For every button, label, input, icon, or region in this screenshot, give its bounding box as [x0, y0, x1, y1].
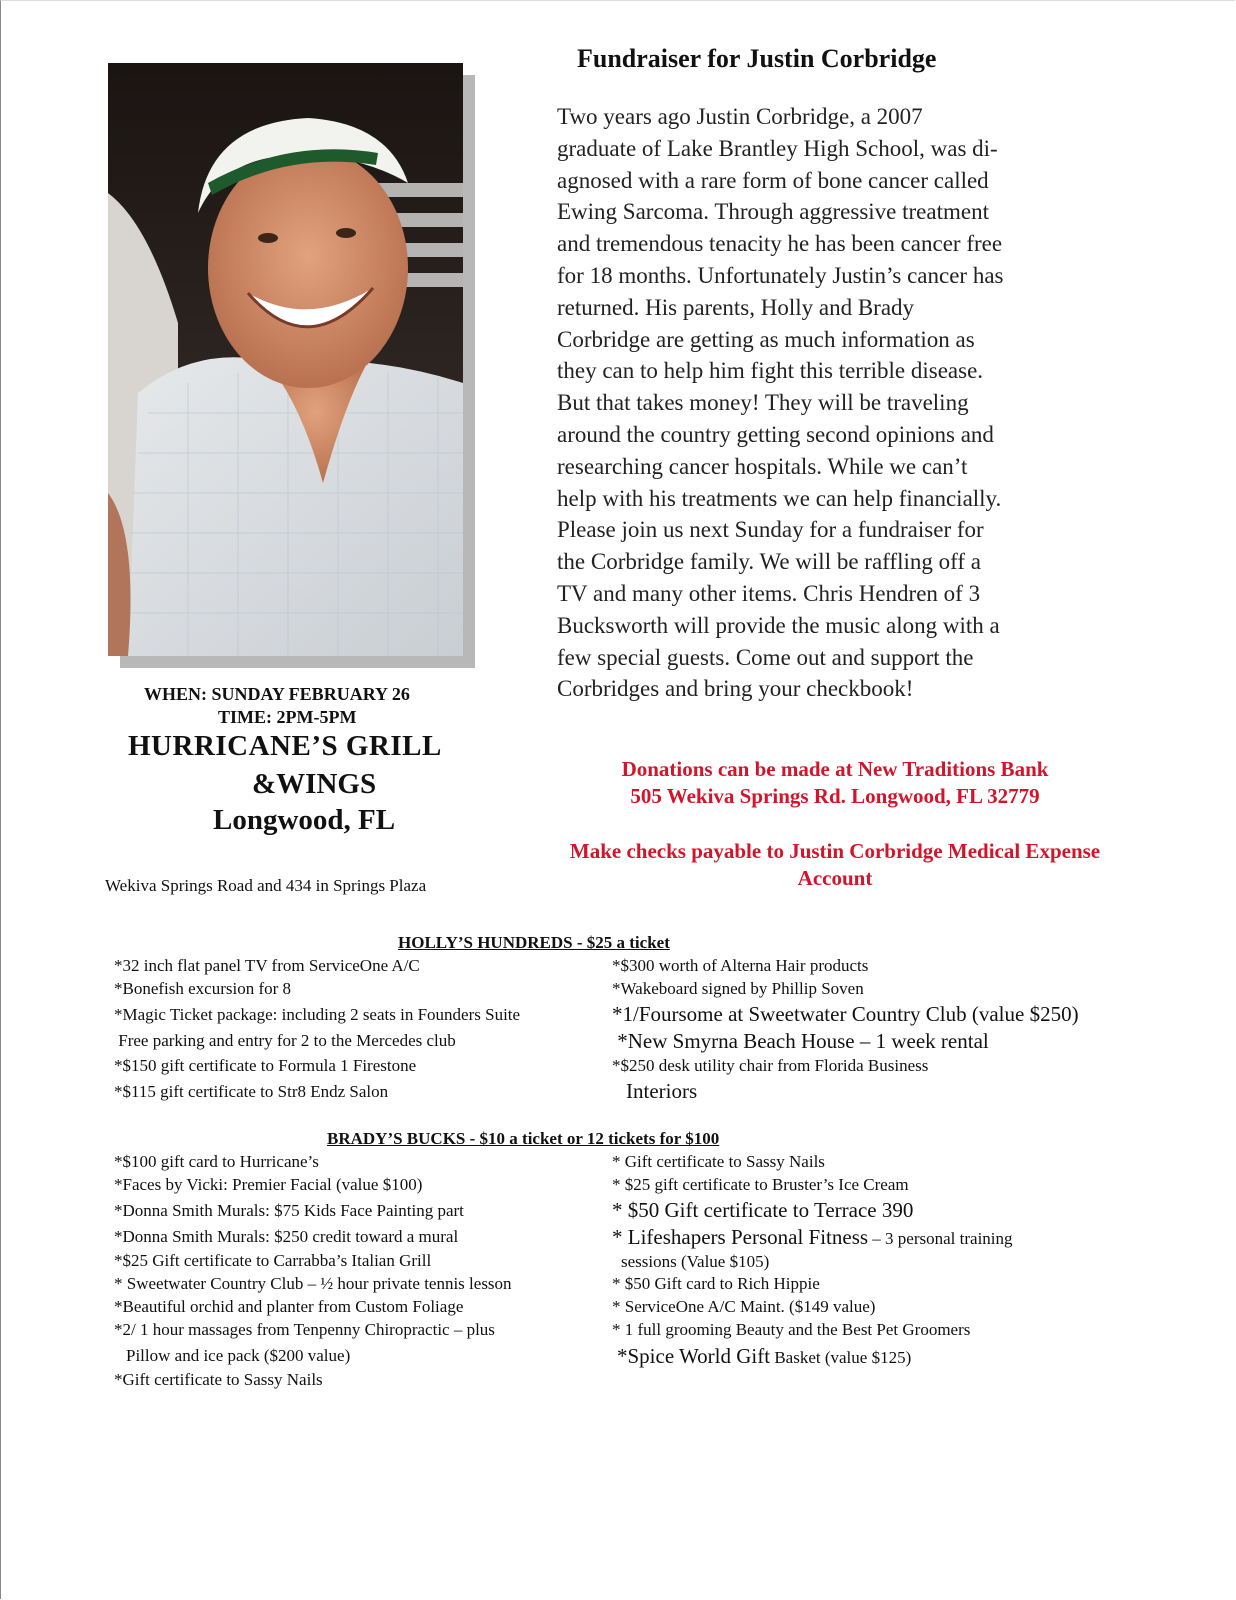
checks-payable-line: Make checks payable to Justin Corbridge Medical Expense [569, 839, 1101, 863]
donation-info [540, 756, 1130, 810]
raffle-item: Pillow and ice pack ($200 value) [126, 1346, 351, 1365]
story-line: Corbridge are getting as much information as [557, 326, 975, 352]
raffle-item: *Faces by Vicki: Premier Facial (value $100) [114, 1175, 423, 1194]
raffle-item: *$250 desk utility chair from Florida Business [612, 1056, 929, 1075]
raffle-item: * 1 full grooming Beauty and the Best Pet Groomers [612, 1320, 971, 1339]
story-line: Please join us next Sunday for a fundraiser for [557, 517, 984, 543]
story-line: returned. His parents, Holly and Brady [557, 294, 915, 320]
story-line: TV and many other items. Chris Hendren of 3 [557, 580, 981, 606]
event-time: TIME: 2PM-5PM [218, 707, 357, 727]
raffle-item: *$300 worth of Alterna Hair products [612, 956, 869, 975]
raffle-item: *Magic Ticket package: including 2 seats in Founders Suite [114, 1005, 521, 1024]
bradys-bucks-title: BRADY’S BUCKS - $10 a ticket or 12 tickets for $100 [327, 1129, 720, 1148]
raffle-item-detail: – 3 personal training [868, 1229, 1013, 1248]
raffle-item: * $25 gift certificate to Bruster’s Ice Cream [612, 1175, 909, 1194]
story-line: the Corbridge family. We will be raffling off a [557, 549, 981, 575]
story-line: for 18 months. Unfortunately Justin’s cancer has [557, 262, 1004, 288]
raffle-item: *Donna Smith Murals: $250 credit toward a mural [114, 1227, 459, 1246]
raffle-item: *$100 gift card to Hurricane’s [114, 1152, 319, 1171]
donation-address-line: 505 Wekiva Springs Rd. Longwood, FL 32779 [630, 784, 1040, 808]
event-date: WHEN: SUNDAY FEBRUARY 26 [144, 684, 410, 704]
story-line: graduate of Lake Brantley High School, was di- [557, 135, 998, 161]
raffle-item: *$150 gift certificate to Formula 1 Firestone [114, 1056, 417, 1075]
venue-city: Longwood, FL [213, 804, 396, 836]
raffle-item [617, 1344, 911, 1369]
story-line: Bucksworth will provide the music along with a [557, 612, 1000, 638]
story-line: few special guests. Come out and support the [557, 644, 974, 670]
story-line: Two years ago Justin Corbridge, a 2007 [557, 104, 923, 129]
hollys-hundreds-title: HOLLY’S HUNDREDS - $25 a ticket [398, 933, 670, 952]
raffle-item [612, 1225, 1013, 1250]
checks-account-line: Account [797, 866, 873, 890]
story-line: Corbridges and bring your checkbook! [557, 676, 914, 702]
raffle-item: Interiors [626, 1079, 698, 1103]
checks-info [540, 838, 1130, 892]
portrait-image [108, 63, 463, 656]
raffle-item: *$25 Gift certificate to Carrabba’s Italian Grill [114, 1251, 432, 1270]
story-line: help with his treatments we can help financially. [557, 485, 1002, 511]
raffle-item: *Wakeboard signed by Phillip Soven [612, 979, 864, 998]
venue-name-line2: &WINGS [252, 768, 377, 800]
story-line: researching cancer hospitals. While we can’t [557, 453, 968, 479]
raffle-item: * Gift certificate to Sassy Nails [612, 1152, 825, 1171]
raffle-item: sessions (Value $105) [621, 1252, 770, 1271]
raffle-item: *Beautiful orchid and planter from Custom Foliage [114, 1297, 464, 1316]
raffle-item: *2/ 1 hour massages from Tenpenny Chiropractic – plus [114, 1320, 495, 1339]
story-line: around the country getting second opinions and [557, 421, 994, 447]
story-paragraph [557, 101, 1102, 705]
raffle-item: *$115 gift certificate to Str8 Endz Salon [114, 1082, 389, 1101]
story-line: and tremendous tenacity he has been cancer free [557, 231, 1003, 257]
raffle-item: * Sweetwater Country Club – ½ hour private tennis lesson [114, 1274, 512, 1293]
raffle-item-main: *Spice World Gift [617, 1344, 771, 1368]
donation-bank-line: Donations can be made at New Traditions Bank [621, 757, 1049, 781]
venue-location: Wekiva Springs Road and 434 in Springs Plaza [105, 876, 427, 895]
story-line: Ewing Sarcoma. Through aggressive treatment [557, 199, 989, 225]
raffle-item: *Gift certificate to Sassy Nails [114, 1370, 323, 1389]
raffle-item: Free parking and entry for 2 to the Mercedes club [114, 1031, 456, 1050]
flyer-title: Fundraiser for Justin Corbridge [577, 44, 937, 73]
raffle-item: * $50 Gift card to Rich Hippie [612, 1274, 820, 1293]
raffle-item: *32 inch flat panel TV from ServiceOne A/C [114, 956, 420, 975]
raffle-item: *New Smyrna Beach House – 1 week rental [612, 1029, 989, 1053]
portrait-photo [108, 63, 463, 656]
raffle-item: *1/Foursome at Sweetwater Country Club (value $250) [612, 1002, 1079, 1026]
story-line: But that takes money! They will be traveling [557, 390, 969, 416]
raffle-item: *Donna Smith Murals: $75 Kids Face Painting part [114, 1201, 464, 1220]
raffle-item: * $50 Gift certificate to Terrace 390 [612, 1198, 914, 1222]
venue-name-line1: HURRICANE’S GRILL [128, 730, 442, 762]
raffle-item: * ServiceOne A/C Maint. ($149 value) [612, 1297, 876, 1316]
raffle-item-main: * Lifeshapers Personal Fitness [612, 1225, 869, 1249]
raffle-item: *Bonefish excursion for 8 [114, 979, 292, 998]
story-line: agnosed with a rare form of bone cancer called [557, 167, 989, 193]
raffle-item-detail: Basket (value $125) [770, 1348, 912, 1367]
story-line: they can to help him fight this terrible disease. [557, 358, 984, 384]
